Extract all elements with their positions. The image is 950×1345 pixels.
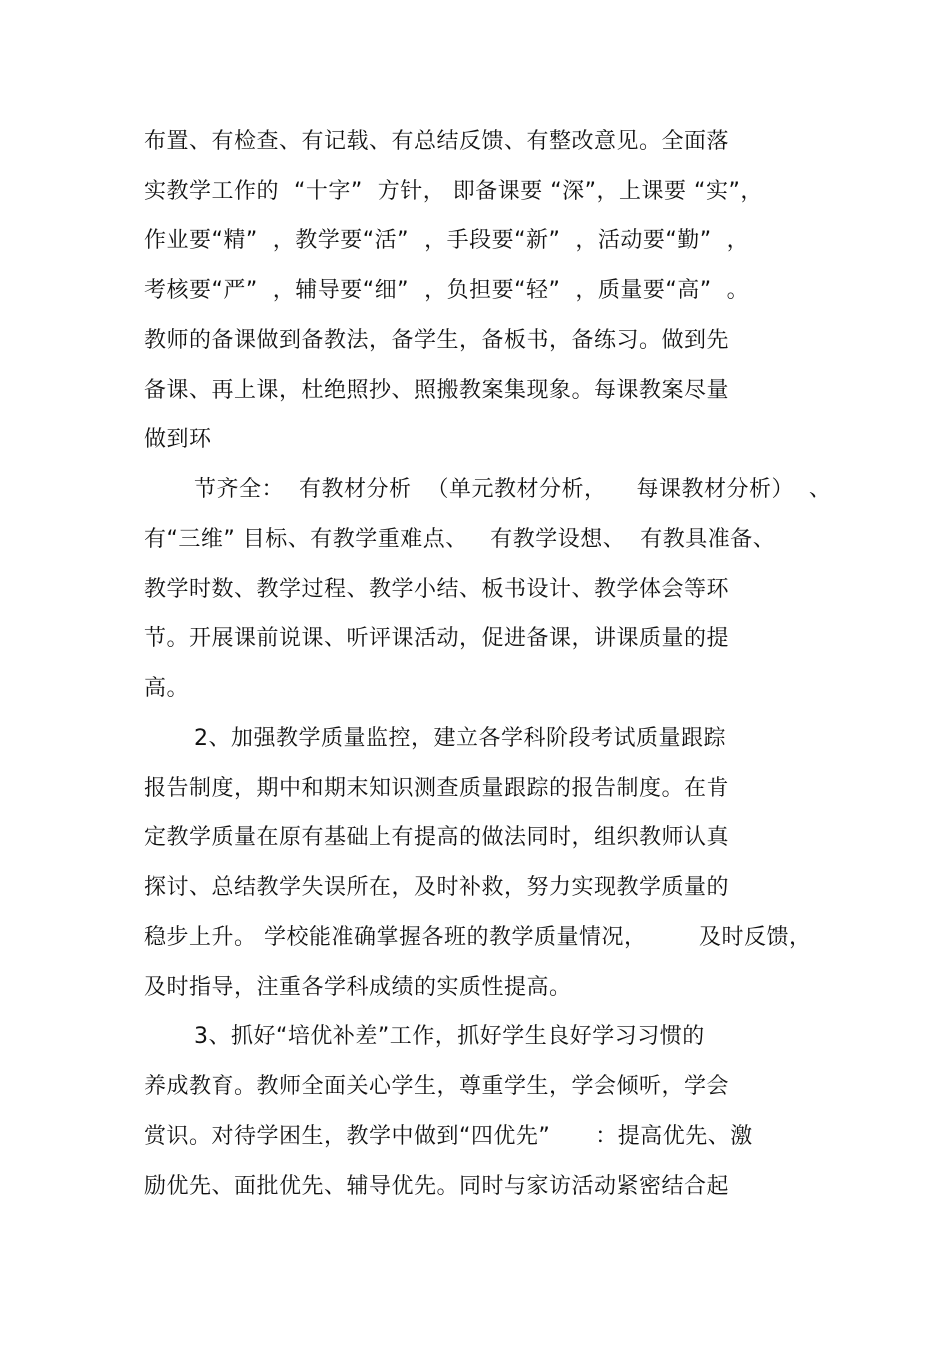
- text-line: 探讨、总结教学失误所在，及时补救，努力实现教学质量的: [144, 875, 730, 900]
- text-line: 考核要“严” ，辅导要“细” ，负担要“轻” ，质量要“高” 。: [144, 278, 750, 303]
- text-line: 做到环: [144, 427, 212, 452]
- text-line: 养成教育。教师全面关心学生，尊重学生，学会倾听，学会: [144, 1074, 730, 1099]
- text-line: 教师的备课做到备教法，备学生，备板书，备练习。做到先: [144, 328, 730, 353]
- text-line: 3、抓好“培优补差”工作，抓好学生良好学习习惯的: [194, 1024, 705, 1049]
- text-line: 报告制度，期中和期末知识测查质量跟踪的报告制度。在肯: [144, 776, 730, 801]
- text-line: 有“三维” 目标、有教学重难点、 有教学设想、 有教具准备、: [144, 527, 776, 552]
- text-line: 作业要“精” ，教学要“活” ，手段要“新” ，活动要“勤” ，: [144, 228, 750, 253]
- text-line: 节齐全： 有教材分析 （单元教材分析， 每课教材分析） 、: [194, 477, 832, 502]
- text-line: 布置、有检查、有记载、有总结反馈、有整改意见。全面落: [144, 129, 730, 154]
- text-line: 赏识。对待学困生，教学中做到“四优先” ：提高优先、激: [144, 1124, 753, 1149]
- text-line: 实教学工作的 “十字” 方针， 即备课要 “深”，上课要 “实”，: [144, 179, 763, 204]
- text-line: 高。: [144, 676, 190, 701]
- text-line: 节。开展课前说课、听评课活动，促进备课，讲课质量的提: [144, 626, 730, 651]
- text-line: 定教学质量在原有基础上有提高的做法同时，组织教师认真: [144, 825, 730, 850]
- text-line: 稳步上升。 学校能准确掌握各班的教学质量情况， 及时反馈，: [144, 925, 812, 950]
- text-line: 及时指导，注重各学科成绩的实质性提高。: [144, 975, 572, 1000]
- text-line: 励优先、面批优先、辅导优先。同时与家访活动紧密结合起: [144, 1174, 730, 1199]
- text-line: 备课、再上课，杜绝照抄、照搬教案集现象。每课教案尽量: [144, 378, 730, 403]
- text-line: 2、加强教学质量监控，建立各学科阶段考试质量跟踪: [194, 726, 726, 751]
- text-line: 教学时数、教学过程、教学小结、板书设计、教学体会等环: [144, 577, 730, 602]
